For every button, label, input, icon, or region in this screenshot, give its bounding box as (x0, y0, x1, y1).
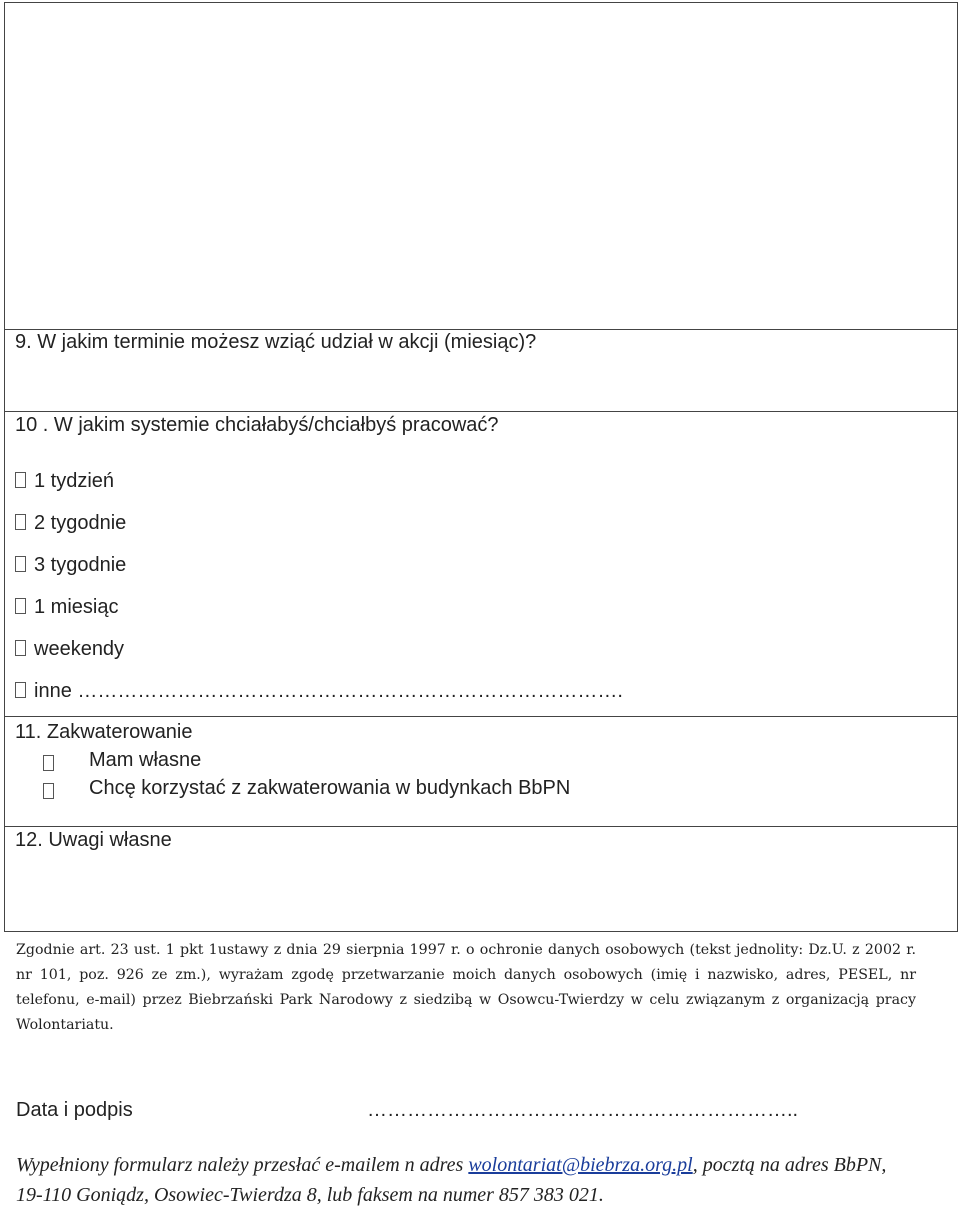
option-zakwaterowanie-bbpn: Chcę korzystać z zakwaterowania w budynkach BbPN (89, 777, 571, 799)
checkbox[interactable] (15, 598, 26, 614)
option-1-miesiac[interactable]: 1 miesiąc (15, 596, 118, 619)
option-1-tydzien[interactable]: 1 tydzień (15, 470, 114, 493)
row-divider (5, 716, 957, 717)
footer-instructions: Wypełniony formularz należy przesłać e-mailem n adres wolontariat@biebrza.org.pl, pocztą na adres BbPN, 19-110 Goniądz, Osowiec-Twierdza 8, lub faksem na numer 857 383 021. (16, 1154, 887, 1206)
option-inne[interactable]: inne ………………………………………………………………………. (15, 680, 623, 703)
question-11: 11. Zakwaterowanie (15, 721, 193, 743)
question-12: 12. Uwagi własne (15, 829, 172, 851)
option-weekendy[interactable]: weekendy (15, 638, 124, 661)
checkbox[interactable] (15, 472, 26, 488)
form-table (4, 2, 958, 932)
option-3-tygodnie[interactable]: 3 tygodnie (15, 554, 126, 577)
question-9: 9. W jakim terminie możesz wziąć udział w akcji (miesiąc)? (15, 331, 537, 353)
option-2-tygodnie[interactable]: 2 tygodnie (15, 512, 126, 535)
row-divider (5, 826, 957, 827)
checkbox[interactable] (15, 640, 26, 656)
row-divider (5, 329, 957, 330)
question-10: 10 . W jakim systemie chciałabyś/chciałbyś pracować? (15, 414, 499, 436)
option-mam-wlasne: Mam własne (89, 749, 202, 771)
checkbox[interactable] (15, 556, 26, 572)
checkbox-mam-wlasne[interactable] (43, 755, 54, 771)
consent-clause: Zgodnie art. 23 ust. 1 pkt 1ustawy z dnia 29 sierpnia 1997 r. o ochronie danych osobowych (tekst jednolity: Dz.U. z 2002 r. nr 101, poz. 926 ze zm.), wyrażam zgodę przetwarzanie moich danych osobowych (imię i nazwisko, adres, PESEL, nr telefonu, e-mail) przez Biebrzański Park Narodowy z siedzibą w Osowcu-Twierdzy w celu związanym z organizacją pracy Wolontariatu. (16, 942, 916, 1033)
email-link[interactable]: wolontariat@biebrza.org.pl (468, 1154, 693, 1176)
checkbox-zakwaterowanie-bbpn[interactable] (43, 783, 54, 799)
checkbox[interactable] (15, 682, 26, 698)
checkbox[interactable] (15, 514, 26, 530)
signature-line: ……………………………………………………….. (367, 1099, 799, 1121)
signature-label: Data i podpis (16, 1099, 133, 1121)
row-divider (5, 411, 957, 412)
